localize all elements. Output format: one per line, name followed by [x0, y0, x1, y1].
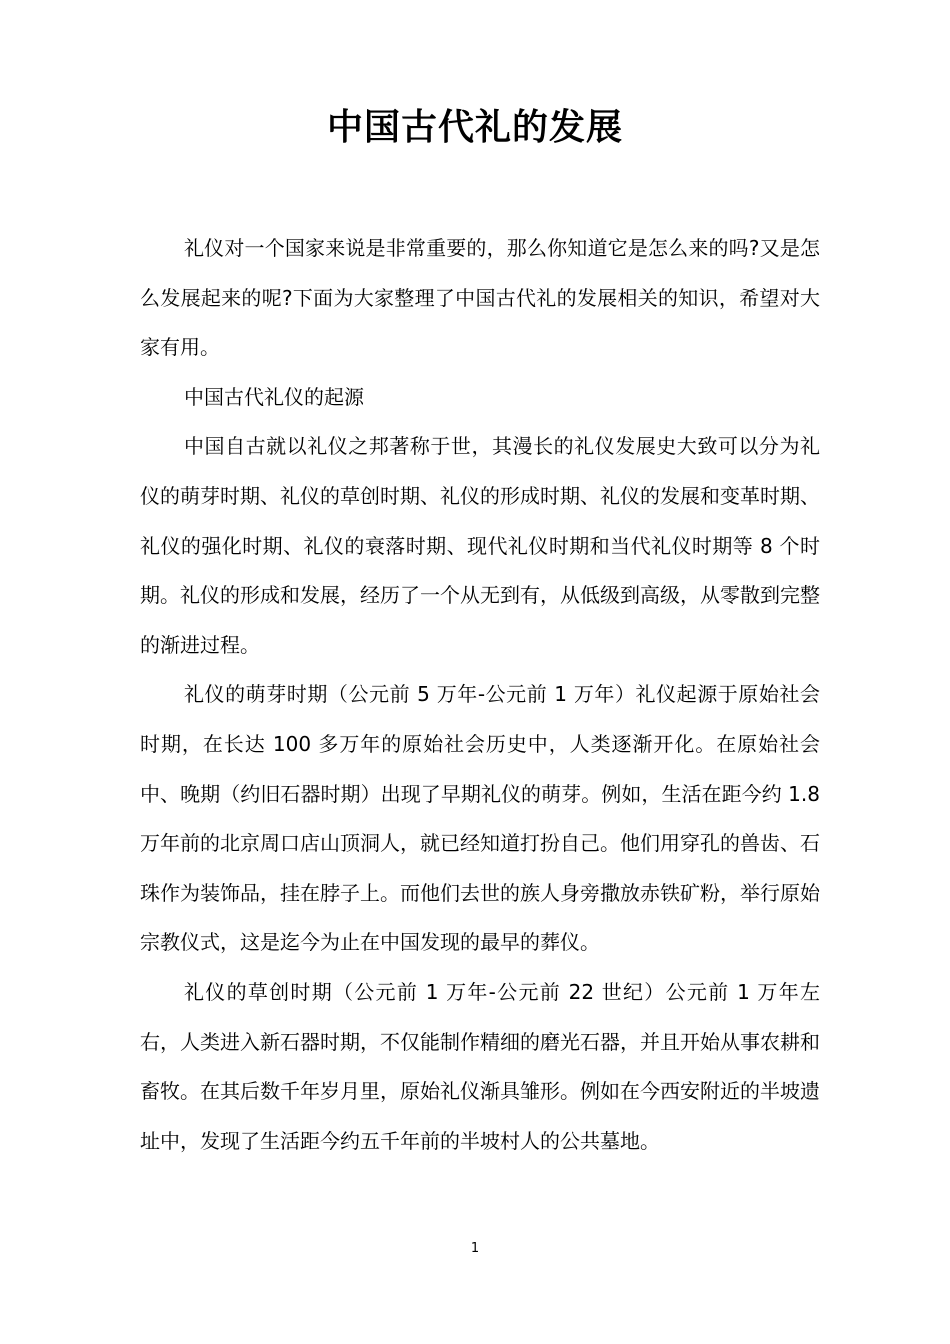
paragraph-intro: 礼仪对一个国家来说是非常重要的，那么你知道它是怎么来的吗?又是怎么发展起来的呢?下面为大家整理了中国古代礼的发展相关的知识，希望对大家有用。 — [140, 236, 820, 360]
page-number: 1 — [470, 1241, 480, 1256]
paragraph-sprouting-period: 礼仪的萌芽时期（公元前 5 万年-公元前 1 万年）礼仪起源于原始社会时期，在长达 100 多万年的原始社会历史中，人类逐渐开化。在原始社会中、晚期（约旧石器时期）出现了早期礼仪的萌芽。例如，生活在距今约 1.8 万年前的北京周口店山顶洞人，就已经知道打扮自己。他们用穿孔的兽齿、石珠作为装饰品，挂在脖子上。而他们去世的族人身旁撒放赤铁矿粉，举行原始宗教仪式，这是迄今为止在中国发现的最早的葬仪。 — [140, 682, 820, 955]
section-heading-origin: 中国古代礼仪的起源 — [184, 384, 364, 409]
document-title: 中国古代礼的发展 — [326, 107, 623, 148]
paragraph-founding-period: 礼仪的草创时期（公元前 1 万年-公元前 22 世纪）公元前 1 万年左右，人类进入新石器时期，不仅能制作精细的磨光石器，并且开始从事农耕和畜牧。在其后数千年岁月里，原始礼仪渐具雏形。例如在今西安附近的半坡遗址中，发现了生活距今约五千年前的半坡村人的公共墓地。 — [140, 979, 820, 1153]
document-body — [140, 224, 820, 1166]
paragraph-development-history: 中国自古就以礼仪之邦著称于世，其漫长的礼仪发展史大致可以分为礼仪的萌芽时期、礼仪的草创时期、礼仪的形成时期、礼仪的发展和变革时期、礼仪的强化时期、礼仪的衰落时期、现代礼仪时期和当代礼仪时期等 8 个时期。礼仪的形成和发展，经历了一个从无到有，从低级到高级，从零散到完整的渐进过程。 — [140, 434, 820, 657]
